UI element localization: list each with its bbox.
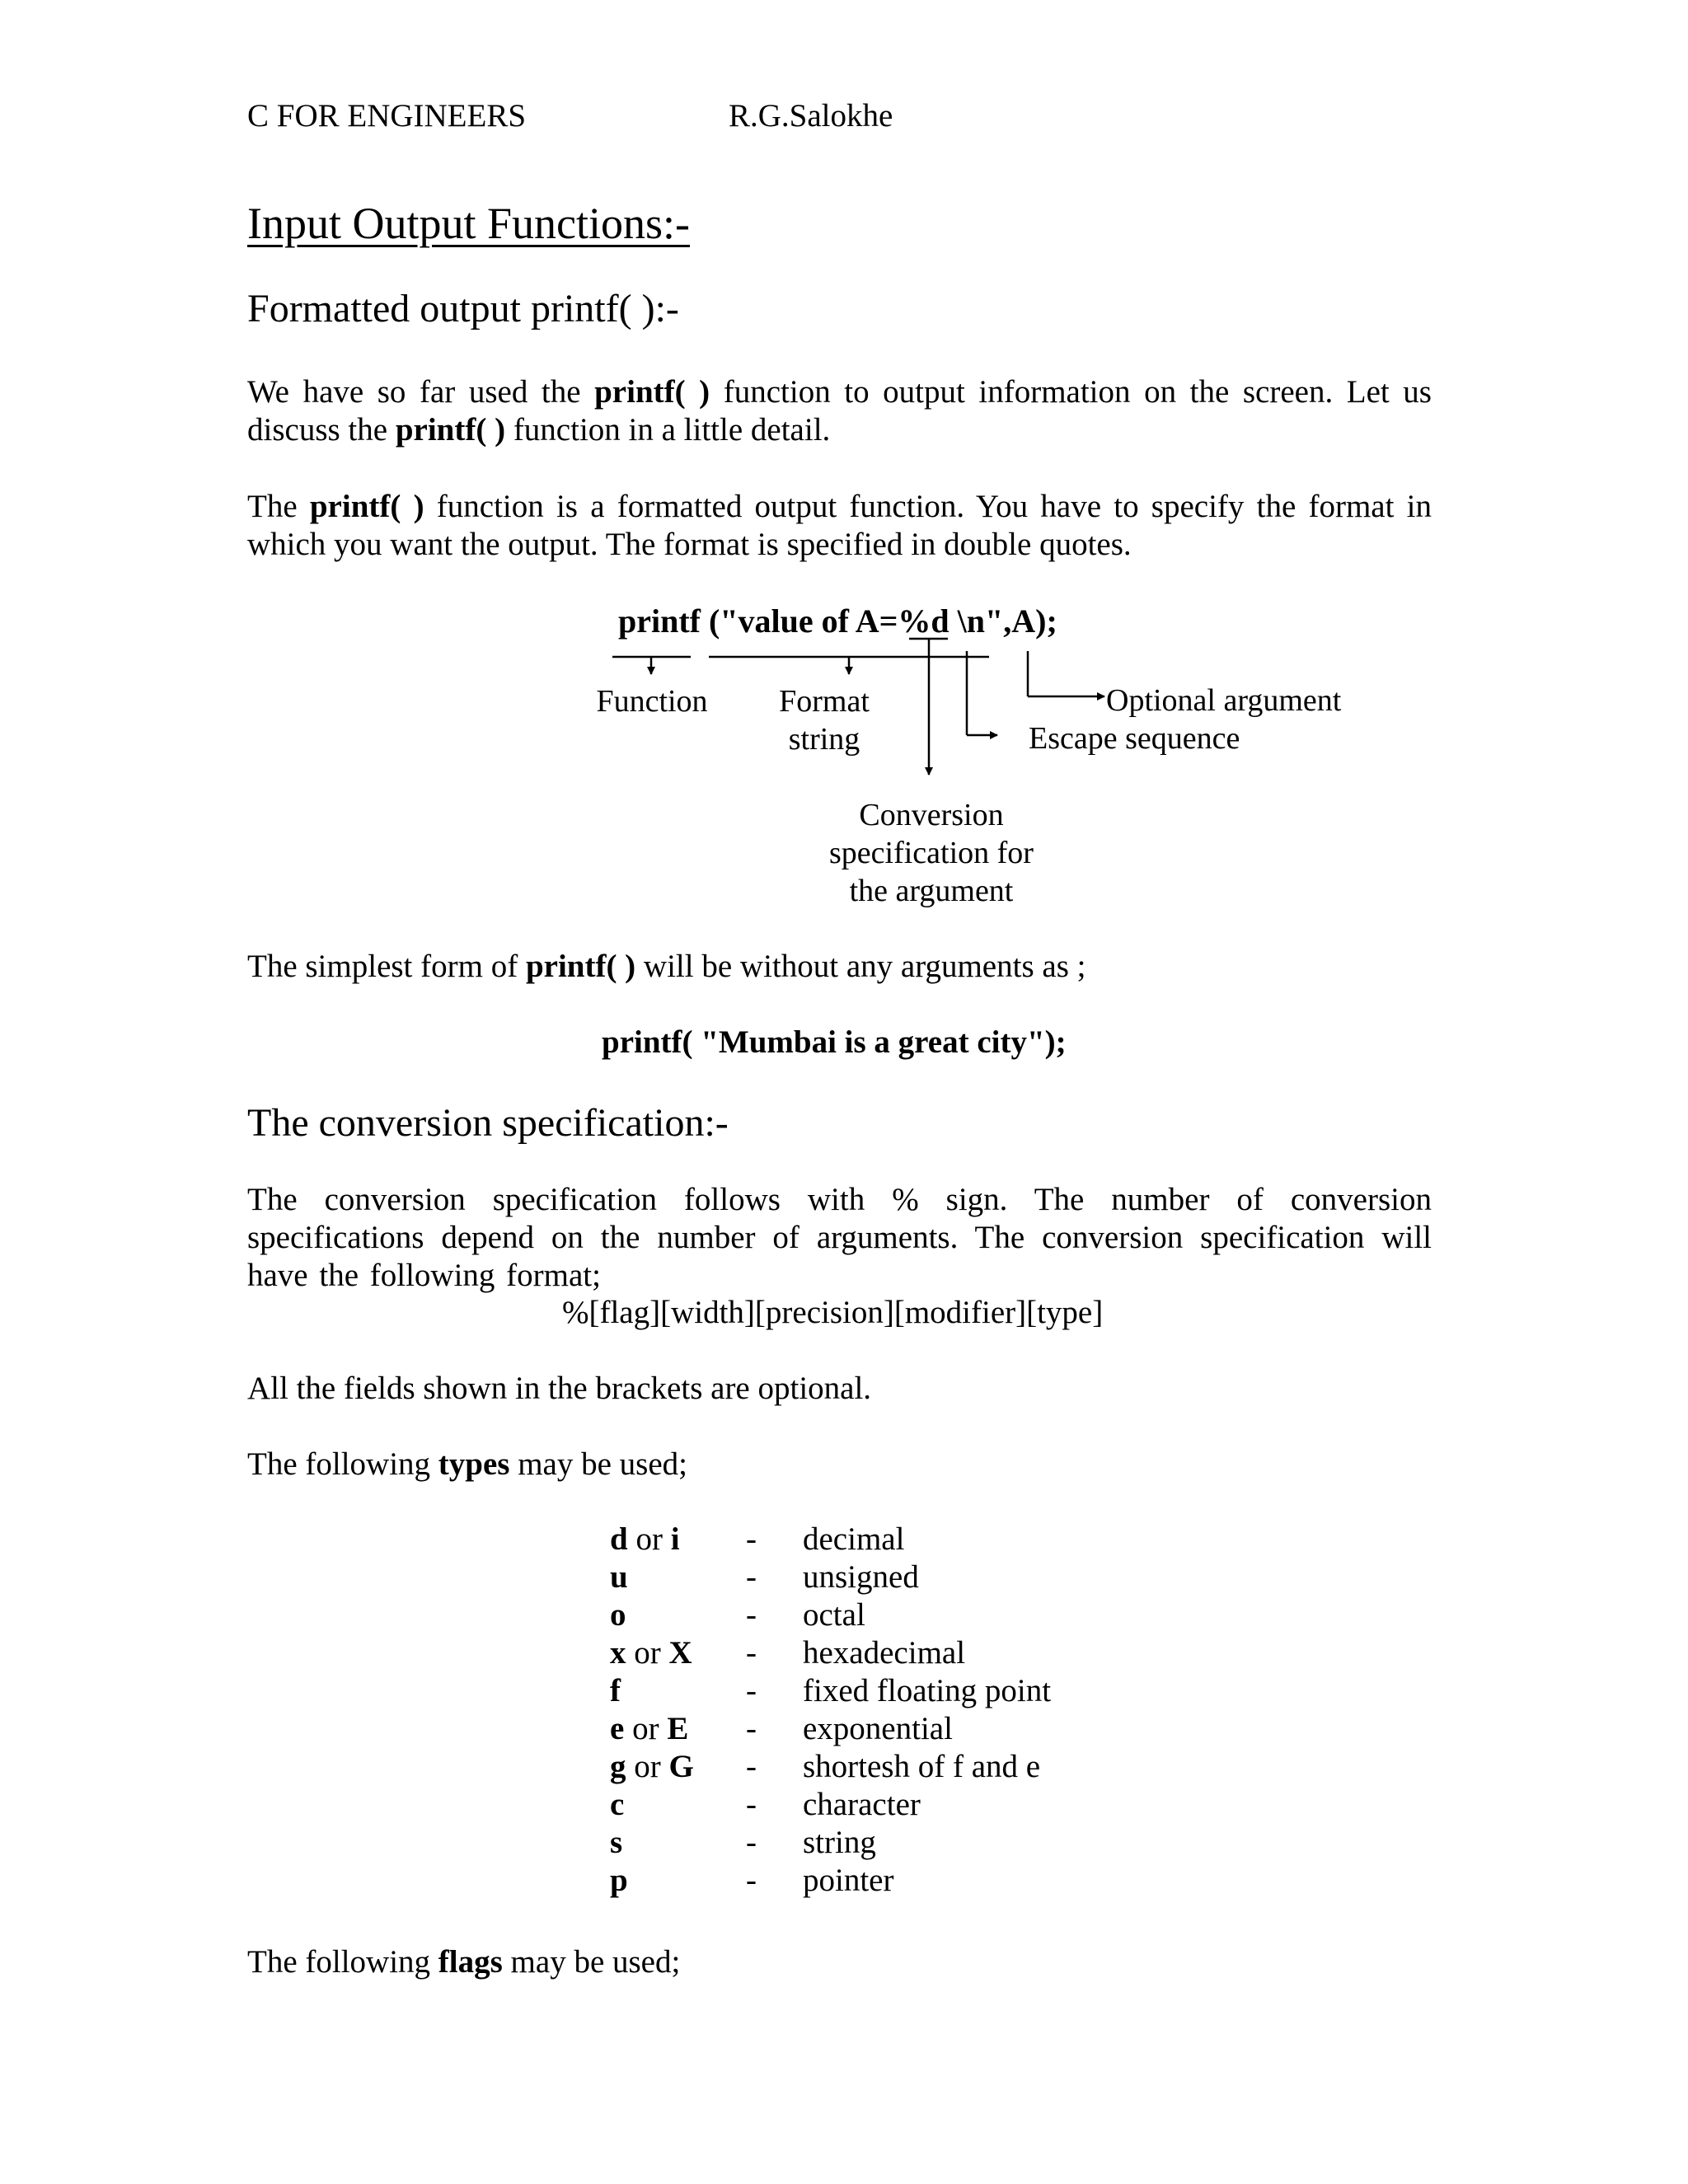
text-run: The simplest form of <box>247 949 526 984</box>
type-description: octal <box>803 1597 865 1633</box>
paragraph-conversion-specification: The conversion specification follows with % sign. The number of conversion specifications depend on the number of arguments. The conversion specification will have the following format; <box>247 1182 1432 1293</box>
bold-term: flags <box>438 1944 503 1980</box>
text-run: The following <box>247 1446 438 1482</box>
text-run: may be used; <box>509 1446 687 1482</box>
type-description: unsigned <box>803 1559 919 1595</box>
text-run: will be without any arguments as ; <box>635 949 1086 984</box>
type-code: d or i <box>610 1521 680 1557</box>
type-dash: - <box>746 1559 757 1595</box>
section-heading-conversion-specification: The conversion specification:- <box>247 1101 729 1145</box>
type-code: o <box>610 1597 626 1633</box>
type-code: s <box>610 1825 623 1860</box>
list-item <box>610 1596 1187 1634</box>
type-description: fixed floating point <box>803 1673 1052 1708</box>
bold-term: printf( ) <box>309 489 424 524</box>
type-dash: - <box>746 1787 757 1822</box>
paragraph-optional-note: All the fields shown in the brackets are optional. <box>247 1371 872 1406</box>
list-item <box>610 1786 1187 1824</box>
list-item <box>610 1672 1187 1710</box>
type-dash: - <box>746 1597 757 1633</box>
text-run: The following <box>247 1944 438 1980</box>
bold-term: types <box>438 1446 510 1482</box>
label-line: Format <box>779 684 870 719</box>
printf-example-code: printf ("value of A=%d \n",A); <box>618 602 1057 640</box>
label-line: string <box>788 722 860 757</box>
type-code: f <box>610 1673 621 1708</box>
text-run: function to output information on the screen. Let us discuss the <box>247 374 1432 448</box>
list-item <box>610 1824 1187 1862</box>
type-description: decimal <box>803 1521 905 1557</box>
type-dash: - <box>746 1635 757 1671</box>
type-description: exponential <box>803 1711 953 1746</box>
type-code: p <box>610 1863 628 1898</box>
label-line: Conversion <box>859 798 1004 832</box>
type-dash: - <box>746 1711 757 1746</box>
conversion-format: %[flag][width][precision][modifier][type] <box>562 1295 1104 1330</box>
list-item <box>610 1634 1187 1672</box>
text-run: We have so far used the <box>247 374 595 410</box>
list-item <box>610 1862 1187 1900</box>
type-code: g or G <box>610 1749 694 1784</box>
paragraph-flags-intro <box>247 1943 680 1980</box>
section-heading-formatted-output: Formatted output printf( ):- <box>247 287 679 330</box>
running-header-title: C FOR ENGINEERS <box>247 98 527 134</box>
paragraph-types-intro <box>247 1446 687 1483</box>
label-line: the argument <box>849 874 1014 908</box>
text-run: may be used; <box>502 1944 681 1980</box>
bold-term: printf( ) <box>395 412 506 448</box>
list-item <box>610 1558 1187 1596</box>
label-line: specification for <box>829 836 1034 870</box>
label-format-string <box>758 682 890 758</box>
bold-term: printf( ) <box>594 374 710 410</box>
label-escape-sequence: Escape sequence <box>1029 721 1240 756</box>
page-title: Input Output Functions:- <box>247 199 690 248</box>
type-code: u <box>610 1559 628 1595</box>
label-function: Function <box>596 684 708 719</box>
type-code: e or E <box>610 1711 689 1746</box>
type-dash: - <box>746 1673 757 1708</box>
label-optional-argument: Optional argument <box>1106 683 1342 718</box>
label-conversion-specification <box>808 796 1055 910</box>
type-dash: - <box>746 1863 757 1898</box>
list-item <box>610 1521 1187 1558</box>
type-dash: - <box>746 1825 757 1860</box>
type-description: character <box>803 1787 921 1822</box>
type-code: x or X <box>610 1635 692 1671</box>
type-description: pointer <box>803 1863 894 1898</box>
type-dash: - <box>746 1521 757 1557</box>
type-description: hexadecimal <box>803 1635 966 1671</box>
paragraph-simplest-form <box>247 948 1085 985</box>
running-header-author: R.G.Salokhe <box>729 98 893 134</box>
list-item <box>610 1710 1187 1748</box>
type-description: string <box>803 1825 876 1860</box>
type-dash: - <box>746 1749 757 1784</box>
text-run: function is a formatted output function. You have to specify the format in which you want the output. The format is specified in double quotes. <box>247 489 1432 562</box>
text-run: The <box>247 489 310 524</box>
type-code: c <box>610 1787 625 1822</box>
printf-simple-example: printf( "Mumbai is a great city"); <box>602 1024 1067 1060</box>
list-item <box>610 1748 1187 1786</box>
type-description: shortesh of f and e <box>803 1749 1041 1784</box>
bold-term: printf( ) <box>525 949 636 984</box>
text-run: function in a little detail. <box>505 412 831 448</box>
